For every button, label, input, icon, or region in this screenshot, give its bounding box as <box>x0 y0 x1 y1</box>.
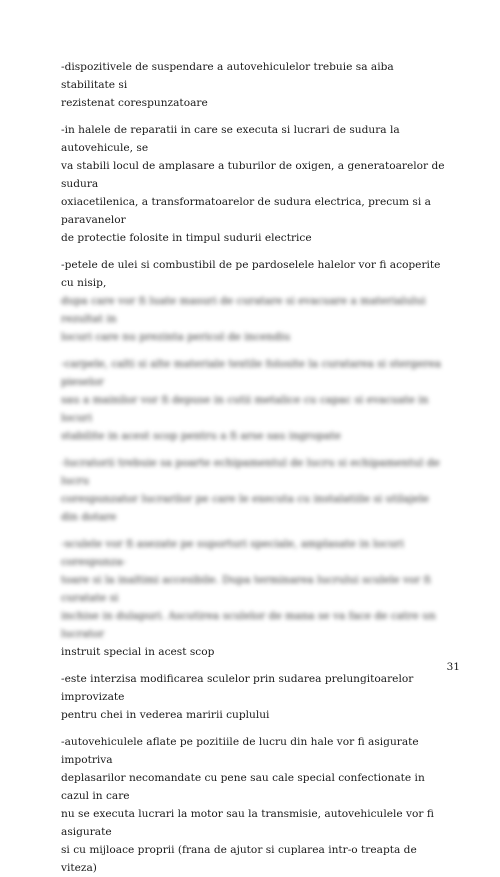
text-line-blurred: -sculele vor fi asezate pe suporturi speciale, amplasate in locuri corespunza- <box>61 538 404 568</box>
text-line-blurred: toare si la inaltimi accesibile. Dupa terminarea lucrului sculele vor fi curatate si <box>61 574 431 604</box>
text-line: -in halele de reparatii in care se executa si lucrari de sudura la autovehicule, se <box>61 124 400 154</box>
paragraph-suspension-devices <box>61 58 448 112</box>
paragraph-welding-location <box>61 121 448 247</box>
paragraph-tools-storage <box>61 535 448 661</box>
page-number: 31 <box>446 661 460 673</box>
text-line: nu se executa lucrari la motor sau la transmisie, autovehiculele vor fi asigurate <box>61 808 434 838</box>
text-line: rezistenat corespunzatoare <box>61 97 208 109</box>
text-line: -petele de ulei si combustibil de pe pardoselele halelor vor fi acoperite cu nisip, <box>61 259 441 289</box>
text-line: instruit special in acest scop <box>61 646 215 658</box>
text-line: -este interzisa modificarea sculelor prin sudarea prelungitoarelor improvizate <box>61 673 414 703</box>
text-line: pentru chei in vederea maririi cuplului <box>61 709 270 721</box>
text-line: oxiacetilenica, a transformatoarelor de sudura electrica, precum si a paravanelor <box>61 196 431 226</box>
text-line-blurred: inchise in dulapuri. Ascutirea sculelor de mana se va face de catre un lucrator <box>61 610 436 640</box>
text-line-blurred: -carpele, calti si alte materiale textile folosite la curatarea si stergerea pieselor <box>61 358 442 388</box>
text-line: si cu mijloace proprii (frana de ajutor si cuplarea intr-o treapta de viteza) <box>61 844 417 874</box>
paragraph-vehicle-securing <box>61 733 448 877</box>
text-line: -dispozitivele de suspendare a autovehiculelor trebuie sa aiba stabilitate si <box>61 61 394 91</box>
text-line: va stabili locul de amplasare a tuburilor de oxigen, a generatoarelor de sudura <box>61 160 445 190</box>
text-line-blurred: corespunzator lucrarilor pe care le executa cu instalatiile si utilajele din dotare <box>61 493 429 523</box>
paragraph-tool-modification <box>61 670 448 724</box>
text-line-blurred: dupa care vor fi luate masuri de curatare si evacuare a materialului rezultat in <box>61 295 426 325</box>
paragraph-rags-disposal <box>61 355 448 445</box>
text-line-blurred: locuri care nu prezinta pericol de incendiu <box>61 331 291 343</box>
text-line: -autovehiculele aflate pe pozitiile de lucru din hale vor fi asigurate impotriva <box>61 736 419 766</box>
text-line-blurred: -lucratorii trebuie sa poarte echipamentul de lucru si echipamentul de lucru <box>61 457 440 487</box>
text-line: deplasarilor necomandate cu pene sau cale special confectionate in cazul in care <box>61 772 425 802</box>
paragraph-oil-stains <box>61 256 448 346</box>
text-line-blurred: sau a mainilor vor fi depuse in cutii metalice cu capac si evacuate in locuri <box>61 394 429 424</box>
paragraph-work-equipment <box>61 454 448 526</box>
text-line: de protectie folosite in timpul sudurii electrice <box>61 232 312 244</box>
text-line-blurred: stabilite in acest scop pentru a fi arse sau ingropate <box>61 430 341 442</box>
